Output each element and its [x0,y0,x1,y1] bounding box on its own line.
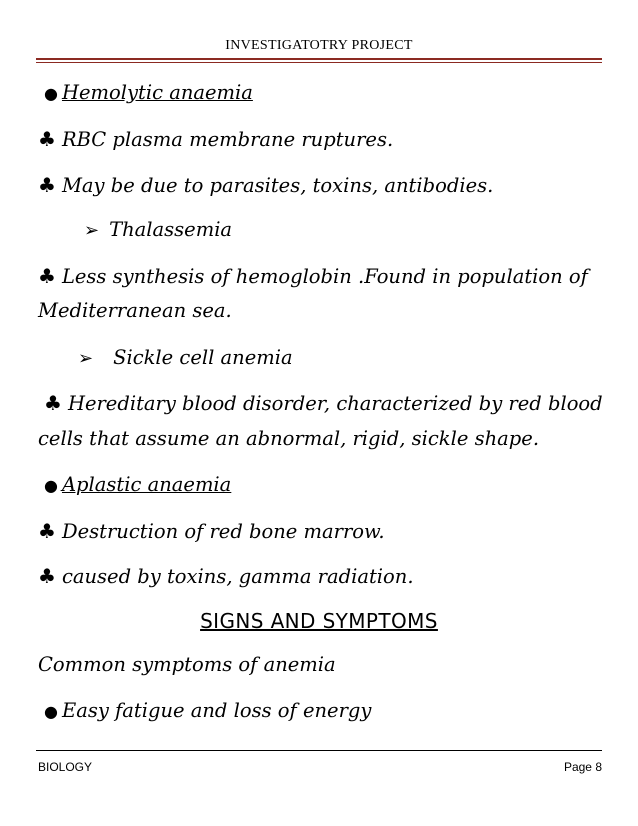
common-symptoms-line [38,652,336,678]
aplastic-heading [44,472,231,499]
club-icon: ♣ [38,264,56,288]
hemolytic-point-2-text: May be due to parasites, toxins, antibodies. [61,174,494,197]
thalassemia-title: Thalassemia [109,218,233,241]
aplastic-point-2-text: caused by toxins, gamma radiation. [61,565,414,588]
club-icon: ♣ [38,173,56,197]
symptom-1-text: Easy fatigue and loss of energy [61,699,372,722]
club-icon: ♣ [44,391,62,415]
thalassemia-point-1b-text: Mediterranean sea. [38,299,232,322]
symptom-1 [44,698,371,725]
hemolytic-point-1 [38,126,393,153]
bullet-dot-icon: ● [44,84,58,103]
header-rule-thick [36,58,602,60]
footer-page-number: Page 8 [563,760,602,774]
header-rule-thin [36,62,602,63]
sickle-title: Sickle cell anemia [113,346,293,369]
aplastic-title: Aplastic anaemia [61,473,232,496]
bullet-dot-icon: ● [44,702,58,721]
sickle-point-1b [38,426,539,452]
signs-and-symptoms-heading: SIGNS AND SYMPTOMS [200,609,438,633]
hemolytic-point-1-text: RBC plasma membrane ruptures. [61,128,394,151]
hemolytic-point-2 [38,172,493,199]
bullet-dot-icon: ● [44,476,58,495]
thalassemia-heading [84,217,232,244]
sickle-heading [78,345,293,372]
aplastic-point-1 [38,518,385,545]
sickle-point-1b-text: cells that assume an abnormal, rigid, sickle shape. [38,427,540,450]
club-icon: ♣ [38,564,56,588]
common-symptoms-text: Common symptoms of anemia [38,653,336,676]
club-icon: ♣ [38,127,56,151]
arrow-bullet-icon: ➢ [78,348,94,369]
aplastic-point-2 [38,563,414,590]
sickle-point-1a [44,390,603,417]
footer-rule [36,750,602,751]
aplastic-point-1-text: Destruction of red bone marrow. [61,520,385,543]
arrow-bullet-icon: ➢ [84,220,100,241]
footer-subject: BIOLOGY [38,760,93,774]
thalassemia-point-1a-text: Less synthesis of hemoglobin .Found in population of [61,265,588,288]
hemolytic-title: Hemolytic anaemia [61,81,253,104]
sickle-point-1a-text: Hereditary blood disorder, characterized by red blood [67,392,603,415]
club-icon: ♣ [38,519,56,543]
thalassemia-point-1b [38,298,232,324]
hemolytic-heading [44,80,253,107]
thalassemia-point-1a [38,263,588,290]
header-title: INVESTIGATOTRY PROJECT [225,38,413,53]
